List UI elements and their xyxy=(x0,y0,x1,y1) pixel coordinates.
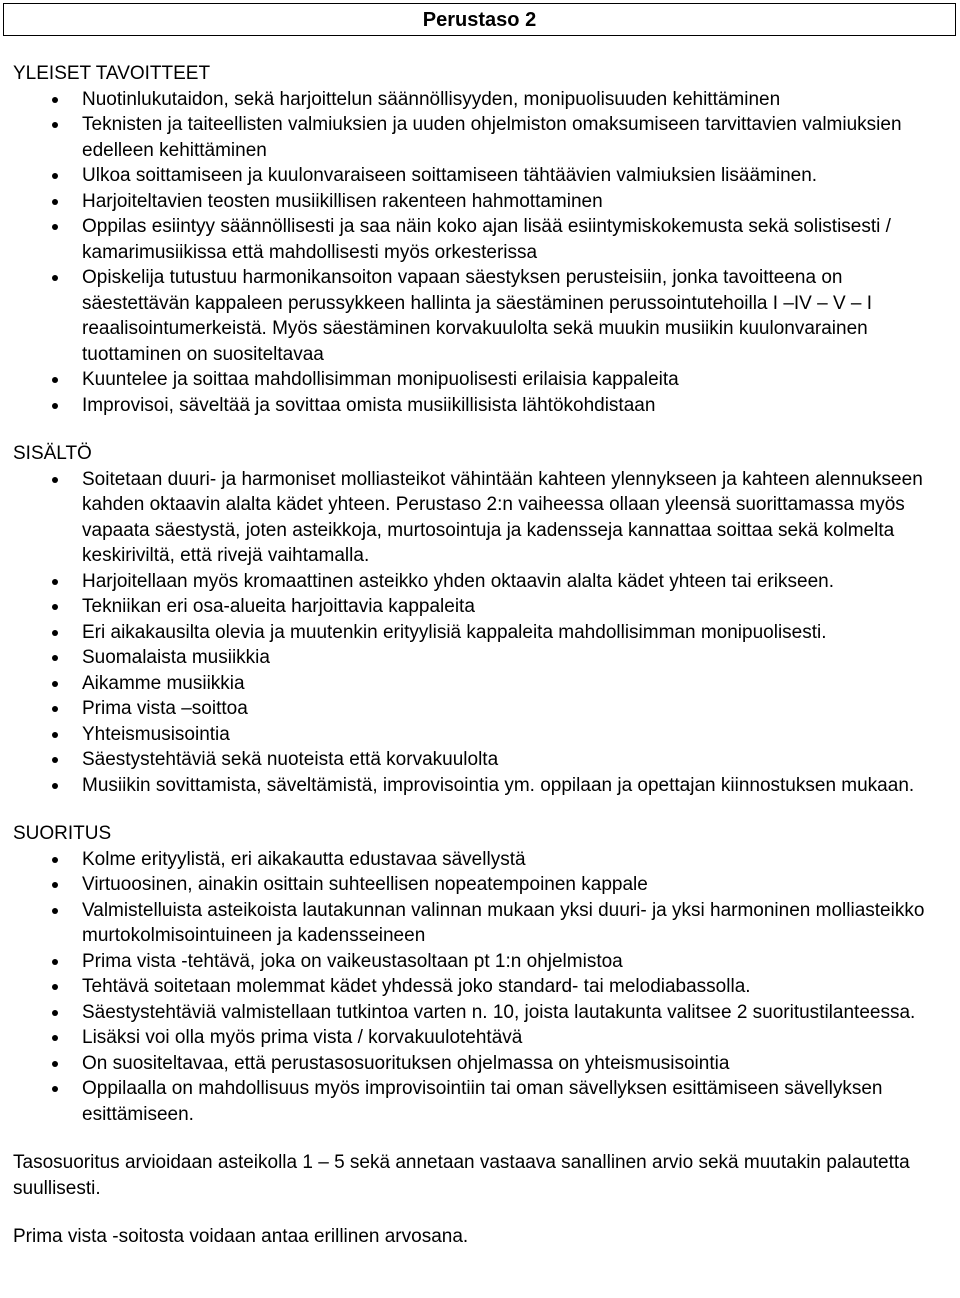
list-item: Opiskelija tutustuu harmonikansoiton vapaan säestyksen perusteisiin, jonka tavoitteena on säestettävän kappaleen perussykkeen hallinta ja säestäminen perussointutehoilla I –IV – V – I reaalisointumerkeistä. Myös säestäminen korvakuulolta sekä muukin musiikin kuulonvarainen tuottaminen on suositeltavaa xyxy=(13,265,948,367)
list-item: Prima vista –soittoa xyxy=(13,696,948,722)
list-item: Tekniikan eri osa-alueita harjoittavia kappaleita xyxy=(13,594,948,620)
exam-list xyxy=(13,847,948,1128)
page-title: Perustaso 2 xyxy=(3,3,956,36)
goals-list xyxy=(13,87,948,419)
list-item: Yhteismusisointia xyxy=(13,722,948,748)
section-heading-suoritus: SUORITUS xyxy=(13,823,112,844)
list-item: Nuotinlukutaidon, sekä harjoittelun säännöllisyyden, monipuolisuuden kehittäminen xyxy=(13,87,948,113)
list-item: Valmistelluista asteikoista lautakunnan valinnan mukaan yksi duuri- ja yksi harmoninen molliasteikko murtokolmisointuineen ja kadensseineen xyxy=(13,898,948,949)
list-item: On suositeltavaa, että perustasosuorituksen ohjelmassa on yhteismusisointia xyxy=(13,1051,948,1077)
content-list xyxy=(13,467,948,799)
list-item: Oppilaalla on mahdollisuus myös improvisointiin tai oman sävellyksen esittämiseen sävellyksen esittämiseen. xyxy=(13,1076,948,1127)
list-item: Säestystehtäviä valmistellaan tutkintoa varten n. 10, joista lautakunta valitsee 2 suoritustilanteessa. xyxy=(13,1000,948,1026)
list-item: Kolme erityylistä, eri aikakautta edustavaa sävellystä xyxy=(13,847,948,873)
list-item: Suomalaista musiikkia xyxy=(13,645,948,671)
list-item: Ulkoa soittamiseen ja kuulonvaraiseen soittamiseen tähtäävien valmiuksien lisääminen. xyxy=(13,163,948,189)
list-item: Harjoiteltavien teosten musiikillisen rakenteen hahmottaminen xyxy=(13,189,948,215)
list-item: Soitetaan duuri- ja harmoniset molliasteikot vähintään kahteen ylennykseen ja kahteen alennukseen kahden oktaavin alalta kädet yhteen. Perustaso 2:n vaiheessa ollaan yleensä suorittamassa myös vapaata säestystä, joten asteikkoja, murtosointuja ja kadensseja kannattaa soittaa sekä kolmelta keskiriviltä, että rivejä vaihtamalla. xyxy=(13,467,948,569)
assessment-paragraph: Tasosuoritus arvioidaan asteikolla 1 – 5 sekä annetaan vastaava sanallinen arvio sekä muutakin palautetta suullisesti. xyxy=(13,1152,910,1199)
list-item: Eri aikakausilta olevia ja muutenkin erityylisiä kappaleita mahdollisimman monipuolisesti. xyxy=(13,620,948,646)
list-item: Tehtävä soitetaan molemmat kädet yhdessä joko standard- tai melodiabassolla. xyxy=(13,974,948,1000)
document-body xyxy=(13,61,948,1250)
list-item: Improvisoi, säveltää ja sovittaa omista musiikillisista lähtökohdistaan xyxy=(13,393,948,419)
list-item: Säestystehtäviä sekä nuoteista että korvakuulolta xyxy=(13,747,948,773)
list-item: Aikamme musiikkia xyxy=(13,671,948,697)
list-item: Kuuntelee ja soittaa mahdollisimman monipuolisesti erilaisia kappaleita xyxy=(13,367,948,393)
section-heading-yleiset-tavoitteet: YLEISET TAVOITTEET xyxy=(13,63,211,84)
section-heading-sisalto: SISÄLTÖ xyxy=(13,443,92,464)
list-item: Teknisten ja taiteellisten valmiuksien ja uuden ohjelmiston omaksumiseen tarvittavien valmiuksien edelleen kehittäminen xyxy=(13,112,948,163)
list-item: Lisäksi voi olla myös prima vista / korvakuulotehtävä xyxy=(13,1025,948,1051)
list-item: Prima vista -tehtävä, joka on vaikeustasoltaan pt 1:n ohjelmistoa xyxy=(13,949,948,975)
list-item: Musiikin sovittamista, säveltämistä, improvisointia ym. oppilaan ja opettajan kiinnostuksen mukaan. xyxy=(13,773,948,799)
list-item: Oppilas esiintyy säännöllisesti ja saa näin koko ajan lisää esiintymiskokemusta sekä solistisesti / kamarimusiikissa että mahdollisesti myös orkesterissa xyxy=(13,214,948,265)
prima-vista-paragraph: Prima vista -soitosta voidaan antaa erillinen arvosana. xyxy=(13,1226,469,1247)
list-item: Virtuoosinen, ainakin osittain suhteellisen nopeatempoinen kappale xyxy=(13,872,948,898)
list-item: Harjoitellaan myös kromaattinen asteikko yhden oktaavin alalta kädet yhteen tai erikseen. xyxy=(13,569,948,595)
